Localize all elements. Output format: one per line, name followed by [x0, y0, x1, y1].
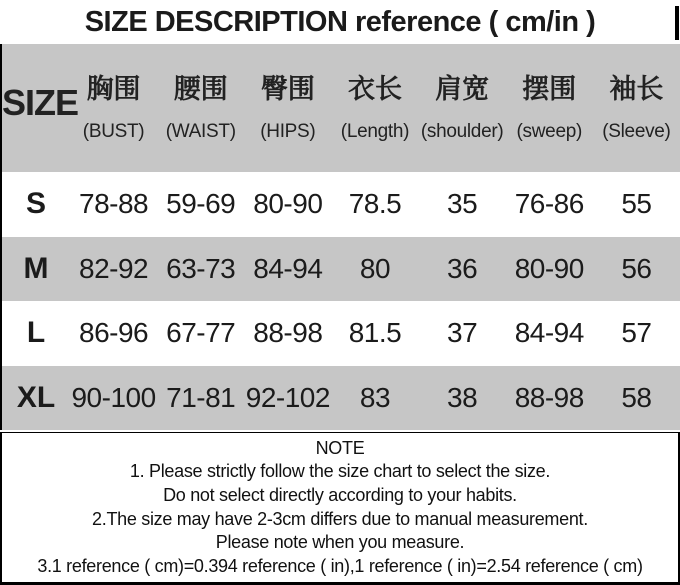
- sweep-cell: 76-86: [514, 188, 584, 220]
- size-cell: XL: [16, 380, 56, 414]
- sleeve-cell: 57: [621, 317, 652, 349]
- header-en-label: (sweep): [516, 120, 583, 142]
- header-cell-sleeve: [593, 44, 680, 172]
- page-title: SIZE DESCRIPTION reference ( cm/in ): [84, 5, 596, 38]
- waist-cell: 59-69: [166, 188, 236, 220]
- sleeve-cell: 56: [621, 252, 652, 284]
- header-en-label: (shoulder): [420, 120, 504, 142]
- size-cell: S: [25, 187, 46, 221]
- note-line-2: Do not select directly according to your habits.: [163, 485, 517, 506]
- size-cell: M: [23, 251, 49, 285]
- sleeve-cell: 55: [621, 188, 652, 220]
- header-en-label: (HIPS): [260, 120, 316, 142]
- shoulder-cell: 35: [447, 188, 478, 220]
- bust-cell: 78-88: [79, 188, 149, 220]
- note-line-1: 1. Please strictly follow the size chart to select the size.: [129, 461, 551, 482]
- header-cell-hips: [244, 44, 331, 172]
- table-row-l: [2, 301, 680, 366]
- header-cn-label: 臀围: [260, 73, 315, 104]
- table-header-row: [2, 44, 680, 172]
- header-en-label: (Length): [340, 120, 410, 142]
- waist-cell: 67-77: [166, 317, 236, 349]
- shoulder-cell: 36: [447, 252, 478, 284]
- hips-cell: 84-94: [253, 252, 323, 284]
- note-box: [0, 432, 680, 585]
- note-heading: NOTE: [315, 437, 365, 458]
- header-en-label: (BUST): [82, 120, 145, 142]
- waist-cell: 71-81: [166, 381, 236, 413]
- header-cell-bust: [70, 44, 157, 172]
- sweep-cell: 88-98: [514, 381, 584, 413]
- hips-cell: 92-102: [245, 381, 330, 413]
- header-cn-label: 袖长: [609, 73, 664, 104]
- table-row-m: [2, 237, 680, 302]
- sweep-cell: 80-90: [514, 252, 584, 284]
- shoulder-cell: 38: [447, 381, 478, 413]
- length-cell: 83: [359, 381, 391, 413]
- note-line-4: Please note when you measure.: [215, 532, 465, 553]
- header-cell-length: [331, 44, 418, 172]
- size-table: [0, 44, 680, 430]
- header-cn-label: 腰围: [173, 73, 228, 104]
- header-cell-sweep: [506, 44, 593, 172]
- title-bar: [0, 0, 680, 44]
- bust-cell: 86-96: [79, 317, 149, 349]
- bust-cell: 82-92: [79, 252, 149, 284]
- header-cell-size: SIZE: [2, 82, 79, 123]
- header-cell-waist: [157, 44, 244, 172]
- shoulder-cell: 37: [447, 317, 478, 349]
- length-cell: 81.5: [348, 317, 402, 349]
- sleeve-cell: 58: [621, 381, 652, 413]
- header-cn-label: 摆围: [522, 73, 577, 104]
- table-row-xl: [2, 366, 680, 431]
- note-line-5: 3.1 reference ( cm)=0.394 reference ( in),1 reference ( in)=2.54 reference ( cm): [37, 556, 643, 577]
- header-cell-shoulder: [419, 44, 506, 172]
- hips-cell: 80-90: [253, 188, 323, 220]
- size-cell: L: [26, 316, 46, 350]
- header-en-label: (Sleeve): [602, 120, 671, 142]
- bust-cell: 90-100: [71, 381, 156, 413]
- waist-cell: 63-73: [166, 252, 236, 284]
- table-row-s: [2, 172, 680, 237]
- note-line-3: 2.The size may have 2-3cm differs due to manual measurement.: [92, 508, 588, 529]
- header-cn-label: 衣长: [347, 73, 402, 104]
- sweep-cell: 84-94: [514, 317, 584, 349]
- length-cell: 80: [359, 252, 391, 284]
- hips-cell: 88-98: [253, 317, 323, 349]
- length-cell: 78.5: [348, 188, 402, 220]
- header-en-label: (WAIST): [165, 120, 236, 142]
- header-cn-label: 胸围: [86, 73, 141, 104]
- header-cn-label: 肩宽: [435, 73, 490, 104]
- border-artifact: [675, 6, 679, 40]
